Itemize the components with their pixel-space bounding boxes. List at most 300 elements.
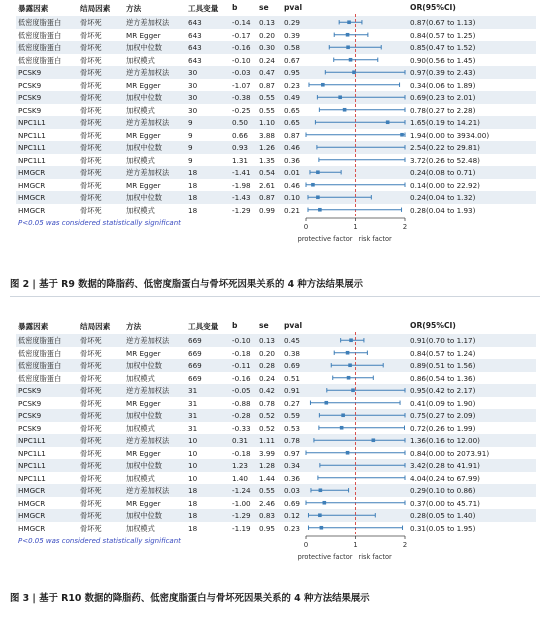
cell-b: 0.50 [232,118,249,127]
cell-outcome: 骨坏死 [80,436,102,445]
cell-se: 0.54 [259,168,276,177]
cell-b: -0.14 [232,18,251,27]
cell-se: 0.28 [259,361,276,370]
cell-method: 加权模式 [126,473,155,483]
cell-b: -1.19 [232,523,251,533]
cell-b: -1.07 [232,80,251,90]
protective-factor-label: protective factor [297,553,353,561]
divider [10,296,540,297]
cell-or-text: 0.34(0.06 to 1.89) [410,80,476,90]
or-point [340,426,344,430]
figure-2-caption: 图 2 | 基于 R9 数据的降脂药、低密度脂蛋白与骨坏死因果关系的 4 种方法结果展示 [10,279,364,290]
cell-se: 0.24 [259,373,276,383]
cell-exposure: PCSK9 [18,411,42,420]
x-tick-label: 1 [353,541,358,549]
forest-plot [0,318,552,574]
cell-outcome: 骨坏死 [80,486,102,495]
cell-exposure: NPC1L1 [18,461,46,470]
x-tick-label: 1 [353,223,358,231]
cell-outcome: 骨坏死 [80,386,102,395]
cell-nsnp: 18 [188,511,198,520]
cell-or-text: 0.72(0.26 to 1.99) [410,423,476,433]
cell-nsnp: 18 [188,168,198,177]
cell-se: 0.55 [259,486,276,495]
cell-pval: 0.65 [284,118,301,127]
cell-method: MR Egger [126,130,161,140]
cell-exposure: HMGCR [18,193,46,202]
cell-se: 3.99 [259,448,276,458]
cell-method: 加权中位数 [126,411,162,420]
cell-outcome: 骨坏死 [80,80,102,90]
cell-b: -1.43 [232,193,251,202]
cell-exposure: PCSK9 [18,80,42,90]
cell-outcome: 骨坏死 [80,168,102,177]
cell-se: 1.10 [259,118,276,127]
cell-nsnp: 669 [188,373,202,383]
cell-pval: 0.21 [284,205,301,215]
cell-method: 加权中位数 [126,361,162,370]
cell-outcome: 骨坏死 [80,105,102,115]
cell-se: 3.88 [259,130,276,140]
cell-se: 1.11 [259,436,276,445]
cell-nsnp: 18 [188,523,198,533]
cell-or-text: 0.85(0.47 to 1.52) [410,43,476,52]
cell-nsnp: 31 [188,423,198,433]
cell-pval: 0.59 [284,411,301,420]
cell-exposure: HMGCR [18,511,46,520]
or-point [347,376,351,380]
cell-outcome: 骨坏死 [80,361,102,370]
cell-nsnp: 30 [188,93,198,102]
cell-or-text: 0.28(0.05 to 1.40) [410,511,476,520]
cell-method: 逆方差加权法 [126,486,170,495]
cell-outcome: 骨坏死 [80,43,102,52]
cell-or-text: 0.41(0.09 to 1.90) [410,398,476,408]
cell-method: 加权中位数 [126,43,162,52]
cell-nsnp: 30 [188,68,198,77]
cell-or-text: 1.65(0.19 to 14.21) [410,118,480,127]
column-header: 结局因素 [80,322,111,331]
or-point [311,183,315,187]
cell-nsnp: 643 [188,43,202,52]
cell-nsnp: 18 [188,205,198,215]
cell-pval: 0.49 [284,93,301,102]
cell-se: 0.42 [259,386,276,395]
cell-se: 2.46 [259,498,276,508]
x-tick-label: 0 [303,541,309,549]
or-point [386,120,390,124]
cell-nsnp: 669 [188,361,202,370]
cell-b: -0.25 [232,105,251,115]
cell-method: MR Egger [126,348,161,358]
cell-pval: 0.95 [284,68,301,77]
x-tick-label: 2 [402,541,408,549]
or-point [318,208,322,212]
cell-or-text: 0.91(0.70 to 1.17) [410,336,476,345]
cell-or-text: 0.24(0.04 to 1.32) [410,193,476,202]
cell-outcome: 骨坏死 [80,18,102,27]
or-point [343,108,347,112]
protective-factor-label: protective factor [297,235,353,243]
cell-exposure: PCSK9 [18,423,42,433]
cell-exposure: 低密度脂蛋白 [18,18,62,27]
column-header: b [232,3,238,12]
cell-outcome: 骨坏死 [80,93,102,102]
cell-method: 逆方差加权法 [126,336,170,345]
cell-pval: 0.87 [284,130,301,140]
cell-exposure: PCSK9 [18,398,42,408]
column-header: 工具变量 [188,4,219,13]
cell-or-text: 0.24(0.08 to 0.71) [410,168,476,177]
cell-nsnp: 643 [188,18,202,27]
cell-se: 1.26 [259,143,276,152]
or-point [346,351,350,355]
cell-se: 0.52 [259,423,276,433]
cell-b: -1.24 [232,486,251,495]
cell-outcome: 骨坏死 [80,498,102,508]
cell-se: 0.78 [259,398,276,408]
cell-nsnp: 30 [188,105,198,115]
or-point [320,526,324,530]
cell-method: 逆方差加权法 [126,436,170,445]
or-point [348,363,352,367]
figure-3-caption: 图 3 | 基于 R10 数据的降脂药、低密度脂蛋白与骨坏死因果关系的 4 种方法结果展示 [10,593,370,604]
or-point [318,513,322,517]
forest-plot [0,0,552,256]
cell-pval: 0.69 [284,498,301,508]
or-point [346,45,350,49]
cell-se: 0.99 [259,205,276,215]
column-header: 工具变量 [188,322,219,331]
cell-exposure: HMGCR [18,498,46,508]
cell-nsnp: 18 [188,498,198,508]
or-point [346,33,350,37]
cell-method: 加权中位数 [126,193,162,202]
cell-nsnp: 9 [188,143,193,152]
cell-pval: 0.23 [284,523,301,533]
cell-exposure: 低密度脂蛋白 [18,30,62,40]
or-point [316,170,320,174]
cell-outcome: 骨坏死 [80,68,102,77]
or-point [349,338,353,342]
cell-or-text: 0.75(0.27 to 2.09) [410,411,476,420]
cell-nsnp: 10 [188,448,198,458]
cell-pval: 0.46 [284,180,301,190]
cell-b: -0.18 [232,448,251,458]
cell-outcome: 骨坏死 [80,155,102,165]
cell-se: 0.95 [259,523,276,533]
cell-b: -0.16 [232,43,251,52]
cell-exposure: NPC1L1 [18,448,46,458]
cell-or-text: 1.94(0.00 to 3934.00) [410,130,490,140]
cell-se: 0.13 [259,336,276,345]
or-point [323,501,327,505]
cell-or-text: 0.89(0.51 to 1.56) [410,361,476,370]
cell-b: -0.88 [232,398,251,408]
cell-or-text: 0.86(0.54 to 1.36) [410,373,476,383]
cell-pval: 0.78 [284,436,301,445]
cell-outcome: 骨坏死 [80,30,102,40]
cell-exposure: HMGCR [18,486,46,495]
column-header: se [259,3,269,12]
cell-outcome: 骨坏死 [80,180,102,190]
cell-pval: 0.23 [284,80,301,90]
cell-nsnp: 18 [188,193,198,202]
cell-exposure: NPC1L1 [18,155,46,165]
cell-pval: 0.36 [284,473,301,483]
cell-method: 加权模式 [126,205,155,215]
cell-nsnp: 18 [188,180,198,190]
cell-pval: 0.58 [284,43,301,52]
cell-pval: 0.65 [284,105,301,115]
cell-method: MR Egger [126,448,161,458]
cell-b: -1.00 [232,498,251,508]
cell-method: 加权模式 [126,423,155,433]
cell-nsnp: 669 [188,348,202,358]
cell-nsnp: 9 [188,130,193,140]
cell-exposure: NPC1L1 [18,130,46,140]
cell-method: MR Egger [126,80,161,90]
cell-pval: 0.29 [284,18,301,27]
cell-outcome: 骨坏死 [80,55,102,65]
cell-pval: 0.36 [284,155,301,165]
column-header: pval [284,3,303,12]
or-point [347,20,351,24]
cell-b: -0.28 [232,411,251,420]
cell-pval: 0.97 [284,448,301,458]
cell-se: 2.61 [259,180,276,190]
column-header: pval [284,321,303,330]
cell-nsnp: 669 [188,336,202,345]
cell-b: 0.93 [232,143,249,152]
cell-or-text: 0.90(0.56 to 1.45) [410,55,476,65]
cell-pval: 0.46 [284,143,301,152]
cell-nsnp: 9 [188,118,193,127]
cell-b: 1.31 [232,155,249,165]
risk-factor-label: risk factor [358,235,392,243]
cell-outcome: 骨坏死 [80,461,102,470]
cell-outcome: 骨坏死 [80,348,102,358]
cell-pval: 0.45 [284,336,301,345]
cell-exposure: NPC1L1 [18,436,46,445]
cell-outcome: 骨坏死 [80,523,102,533]
column-header: se [259,321,269,330]
cell-outcome: 骨坏死 [80,373,102,383]
cell-method: MR Egger [126,180,161,190]
cell-outcome: 骨坏死 [80,336,102,345]
cell-b: -0.10 [232,336,251,345]
cell-or-text: 1.36(0.16 to 12.00) [410,436,480,445]
cell-b: -1.98 [232,180,251,190]
cell-nsnp: 643 [188,55,202,65]
or-point [372,438,376,442]
cell-se: 0.24 [259,55,276,65]
cell-exposure: NPC1L1 [18,473,46,483]
or-point [346,451,350,455]
cell-b: 1.40 [232,473,249,483]
cell-method: 加权模式 [126,523,155,533]
cell-exposure: 低密度脂蛋白 [18,43,62,52]
cell-b: -0.17 [232,30,251,40]
cell-se: 0.20 [259,30,276,40]
column-header: 暴露因素 [18,322,49,331]
cell-b: -0.10 [232,55,251,65]
cell-se: 0.87 [259,193,276,202]
cell-se: 0.87 [259,80,276,90]
cell-nsnp: 31 [188,386,198,395]
cell-outcome: 骨坏死 [80,448,102,458]
column-header: OR(95%CI) [410,321,456,330]
cell-nsnp: 18 [188,486,198,495]
cell-method: 加权模式 [126,373,155,383]
cell-method: MR Egger [126,398,161,408]
cell-method: 加权中位数 [126,143,162,152]
cell-exposure: 低密度脂蛋白 [18,361,62,370]
cell-or-text: 0.29(0.10 to 0.86) [410,486,476,495]
cell-or-text: 4.04(0.24 to 67.99) [410,473,480,483]
or-point [352,70,356,74]
cell-pval: 0.27 [284,398,301,408]
cell-or-text: 0.84(0.57 to 1.24) [410,348,476,358]
cell-pval: 0.53 [284,423,301,433]
cell-method: 加权模式 [126,55,155,65]
cell-pval: 0.69 [284,361,301,370]
or-point [324,401,328,405]
or-point [316,195,320,199]
cell-or-text: 0.31(0.05 to 1.95) [410,523,476,533]
cell-exposure: HMGCR [18,180,46,190]
cell-nsnp: 10 [188,473,198,483]
cell-or-text: 0.84(0.00 to 2073.91) [410,448,490,458]
cell-b: -0.03 [232,68,251,77]
cell-or-text: 0.84(0.57 to 1.25) [410,30,476,40]
cell-pval: 0.34 [284,461,301,470]
cell-pval: 0.39 [284,30,301,40]
cell-or-text: 0.28(0.04 to 1.93) [410,205,476,215]
column-header: 暴露因素 [18,4,49,13]
cell-method: 逆方差加权法 [126,118,170,127]
cell-pval: 0.01 [284,168,301,177]
cell-b: 0.31 [232,436,249,445]
cell-nsnp: 31 [188,411,198,420]
cell-se: 0.55 [259,93,276,102]
cell-se: 0.47 [259,68,276,77]
cell-se: 1.35 [259,155,276,165]
cell-method: 逆方差加权法 [126,18,170,27]
cell-exposure: 低密度脂蛋白 [18,55,62,65]
cell-method: 逆方差加权法 [126,386,170,395]
cell-outcome: 骨坏死 [80,130,102,140]
cell-pval: 0.91 [284,386,301,395]
cell-pval: 0.67 [284,55,301,65]
cell-se: 1.28 [259,461,276,470]
or-point [319,488,323,492]
cell-exposure: HMGCR [18,523,46,533]
column-header: 方法 [126,322,142,331]
cell-method: 加权中位数 [126,461,162,470]
cell-nsnp: 31 [188,398,198,408]
cell-b: -1.29 [232,205,251,215]
cell-b: -0.18 [232,348,251,358]
significance-note: P<0.05 was considered statistically significant [18,537,181,545]
cell-exposure: PCSK9 [18,93,42,102]
cell-outcome: 骨坏死 [80,473,102,483]
cell-method: 逆方差加权法 [126,168,170,177]
cell-or-text: 3.72(0.26 to 52.48) [410,155,480,165]
x-tick-label: 0 [303,223,309,231]
or-point [349,58,353,62]
cell-se: 0.30 [259,43,276,52]
or-point [341,413,345,417]
cell-nsnp: 643 [188,30,202,40]
cell-pval: 0.03 [284,486,301,495]
figure-3-panel [0,318,552,584]
column-header: OR(95%CI) [410,3,456,12]
or-point [338,95,342,99]
significance-note: P<0.05 was considered statistically significant [18,219,181,227]
or-point [321,83,325,87]
cell-exposure: HMGCR [18,168,46,177]
cell-exposure: NPC1L1 [18,118,46,127]
risk-factor-label: risk factor [358,553,392,561]
cell-b: -1.29 [232,511,251,520]
cell-pval: 0.51 [284,373,301,383]
cell-or-text: 0.87(0.67 to 1.13) [410,18,476,27]
cell-exposure: NPC1L1 [18,143,46,152]
column-header: b [232,321,238,330]
cell-method: 加权模式 [126,155,155,165]
cell-nsnp: 10 [188,436,198,445]
column-header: 结局因素 [80,4,111,13]
cell-exposure: 低密度脂蛋白 [18,348,62,358]
figure-2-panel [0,0,552,266]
cell-b: -1.41 [232,168,251,177]
x-tick-label: 2 [402,223,408,231]
cell-exposure: HMGCR [18,205,46,215]
cell-se: 0.83 [259,511,276,520]
cell-or-text: 0.95(0.42 to 2.17) [410,386,476,395]
cell-outcome: 骨坏死 [80,511,102,520]
cell-method: 加权中位数 [126,511,162,520]
cell-se: 0.13 [259,18,276,27]
cell-pval: 0.10 [284,193,301,202]
cell-method: 加权中位数 [126,93,162,102]
cell-b: -0.33 [232,423,251,433]
or-point [400,133,404,137]
cell-exposure: 低密度脂蛋白 [18,373,62,383]
cell-exposure: PCSK9 [18,386,42,395]
cell-b: -0.38 [232,93,251,102]
cell-outcome: 骨坏死 [80,205,102,215]
cell-or-text: 3.42(0.28 to 41.91) [410,461,480,470]
cell-or-text: 0.14(0.00 to 22.92) [410,180,480,190]
cell-outcome: 骨坏死 [80,118,102,127]
cell-b: -0.05 [232,386,251,395]
cell-exposure: PCSK9 [18,105,42,115]
cell-outcome: 骨坏死 [80,411,102,420]
cell-method: 加权模式 [126,105,155,115]
cell-pval: 0.12 [284,511,301,520]
cell-or-text: 0.37(0.00 to 45.71) [410,498,480,508]
cell-nsnp: 9 [188,155,193,165]
cell-outcome: 骨坏死 [80,143,102,152]
cell-or-text: 2.54(0.22 to 29.81) [410,143,480,152]
cell-or-text: 0.97(0.39 to 2.43) [410,68,476,77]
cell-b: -0.11 [232,361,251,370]
cell-b: 1.23 [232,461,249,470]
cell-outcome: 骨坏死 [80,398,102,408]
cell-outcome: 骨坏死 [80,193,102,202]
